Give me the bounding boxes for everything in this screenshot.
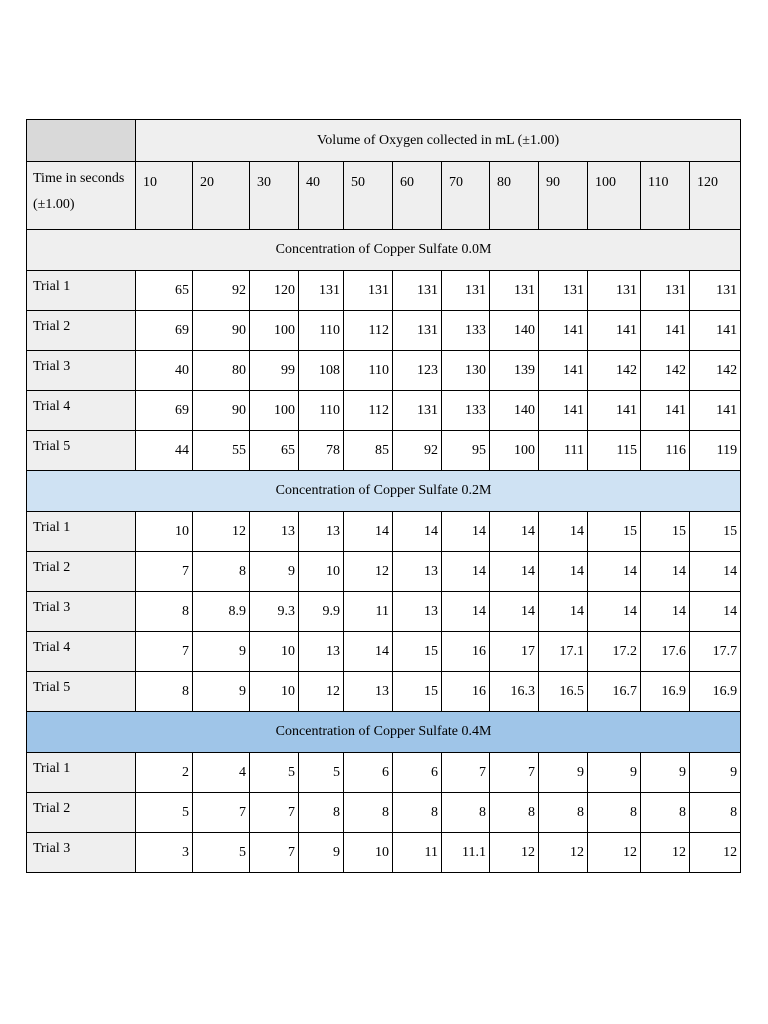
value-cell: 8.9 xyxy=(193,592,250,632)
value-cell: 40 xyxy=(136,351,193,391)
section-row xyxy=(27,712,741,753)
table-row xyxy=(27,753,741,793)
value-cell: 131 xyxy=(344,271,393,311)
time-header-row xyxy=(27,162,741,230)
table-row xyxy=(27,552,741,592)
value-cell: 14 xyxy=(539,552,588,592)
value-cell: 12 xyxy=(344,552,393,592)
value-cell: 142 xyxy=(690,351,741,391)
value-cell: 14 xyxy=(588,592,641,632)
value-cell: 65 xyxy=(250,431,299,471)
time-header: 60 xyxy=(393,162,442,230)
value-cell: 115 xyxy=(588,431,641,471)
value-cell: 8 xyxy=(344,793,393,833)
value-cell: 12 xyxy=(490,833,539,873)
value-cell: 16.9 xyxy=(690,672,741,712)
value-cell: 10 xyxy=(344,833,393,873)
value-cell: 110 xyxy=(344,351,393,391)
value-cell: 16.5 xyxy=(539,672,588,712)
time-header: 40 xyxy=(299,162,344,230)
value-cell: 9 xyxy=(193,672,250,712)
value-cell: 11 xyxy=(344,592,393,632)
value-cell: 8 xyxy=(588,793,641,833)
time-header: 90 xyxy=(539,162,588,230)
value-cell: 8 xyxy=(690,793,741,833)
value-cell: 14 xyxy=(490,552,539,592)
value-cell: 133 xyxy=(442,391,490,431)
value-cell: 9 xyxy=(193,632,250,672)
value-cell: 141 xyxy=(641,311,690,351)
value-cell: 8 xyxy=(442,793,490,833)
value-cell: 13 xyxy=(393,592,442,632)
value-cell: 5 xyxy=(299,753,344,793)
trial-label: Trial 2 xyxy=(27,311,136,351)
value-cell: 6 xyxy=(344,753,393,793)
value-cell: 12 xyxy=(690,833,741,873)
value-cell: 8 xyxy=(641,793,690,833)
trial-label: Trial 5 xyxy=(27,672,136,712)
value-cell: 4 xyxy=(193,753,250,793)
value-cell: 55 xyxy=(193,431,250,471)
value-cell: 13 xyxy=(299,512,344,552)
value-cell: 131 xyxy=(490,271,539,311)
trial-label: Trial 1 xyxy=(27,512,136,552)
value-cell: 90 xyxy=(193,311,250,351)
value-cell: 112 xyxy=(344,391,393,431)
time-header: 70 xyxy=(442,162,490,230)
value-cell: 80 xyxy=(193,351,250,391)
value-cell: 90 xyxy=(193,391,250,431)
value-cell: 12 xyxy=(539,833,588,873)
trial-label: Trial 1 xyxy=(27,271,136,311)
value-cell: 116 xyxy=(641,431,690,471)
trial-label: Trial 3 xyxy=(27,833,136,873)
value-cell: 111 xyxy=(539,431,588,471)
value-cell: 139 xyxy=(490,351,539,391)
table-row xyxy=(27,512,741,552)
value-cell: 16.7 xyxy=(588,672,641,712)
value-cell: 141 xyxy=(539,311,588,351)
value-cell: 14 xyxy=(690,552,741,592)
table-row xyxy=(27,672,741,712)
section-title: Concentration of Copper Sulfate 0.4M xyxy=(27,712,741,753)
data-table xyxy=(26,119,741,873)
value-cell: 141 xyxy=(588,391,641,431)
value-cell: 141 xyxy=(588,311,641,351)
time-header: 110 xyxy=(641,162,690,230)
section-row xyxy=(27,471,741,512)
time-header: 20 xyxy=(193,162,250,230)
value-cell: 17.1 xyxy=(539,632,588,672)
time-header: 100 xyxy=(588,162,641,230)
value-cell: 2 xyxy=(136,753,193,793)
table-title: Volume of Oxygen collected in mL (±1.00) xyxy=(136,120,741,162)
value-cell: 7 xyxy=(250,833,299,873)
trial-label: Trial 4 xyxy=(27,632,136,672)
value-cell: 7 xyxy=(250,793,299,833)
value-cell: 9 xyxy=(299,833,344,873)
value-cell: 95 xyxy=(442,431,490,471)
value-cell: 119 xyxy=(690,431,741,471)
value-cell: 9 xyxy=(539,753,588,793)
time-header: 50 xyxy=(344,162,393,230)
trial-label: Trial 5 xyxy=(27,431,136,471)
value-cell: 11 xyxy=(393,833,442,873)
section-title: Concentration of Copper Sulfate 0.2M xyxy=(27,471,741,512)
value-cell: 15 xyxy=(641,512,690,552)
value-cell: 131 xyxy=(299,271,344,311)
value-cell: 15 xyxy=(588,512,641,552)
value-cell: 110 xyxy=(299,391,344,431)
value-cell: 8 xyxy=(393,793,442,833)
section-row xyxy=(27,230,741,271)
value-cell: 108 xyxy=(299,351,344,391)
value-cell: 13 xyxy=(250,512,299,552)
time-header: 120 xyxy=(690,162,741,230)
value-cell: 142 xyxy=(641,351,690,391)
value-cell: 123 xyxy=(393,351,442,391)
value-cell: 16.9 xyxy=(641,672,690,712)
value-cell: 112 xyxy=(344,311,393,351)
value-cell: 13 xyxy=(393,552,442,592)
value-cell: 141 xyxy=(690,391,741,431)
value-cell: 131 xyxy=(393,391,442,431)
value-cell: 110 xyxy=(299,311,344,351)
table-row xyxy=(27,311,741,351)
value-cell: 14 xyxy=(393,512,442,552)
value-cell: 9 xyxy=(250,552,299,592)
time-header: 10 xyxy=(136,162,193,230)
trial-label: Trial 4 xyxy=(27,391,136,431)
value-cell: 8 xyxy=(490,793,539,833)
value-cell: 140 xyxy=(490,391,539,431)
value-cell: 17.7 xyxy=(690,632,741,672)
value-cell: 69 xyxy=(136,311,193,351)
value-cell: 141 xyxy=(690,311,741,351)
value-cell: 10 xyxy=(136,512,193,552)
trial-label: Trial 3 xyxy=(27,592,136,632)
table-row xyxy=(27,431,741,471)
value-cell: 9 xyxy=(641,753,690,793)
value-cell: 12 xyxy=(588,833,641,873)
value-cell: 9.9 xyxy=(299,592,344,632)
value-cell: 17.2 xyxy=(588,632,641,672)
value-cell: 16 xyxy=(442,672,490,712)
value-cell: 7 xyxy=(136,552,193,592)
trial-label: Trial 2 xyxy=(27,552,136,592)
value-cell: 131 xyxy=(690,271,741,311)
table-row xyxy=(27,391,741,431)
value-cell: 14 xyxy=(588,552,641,592)
table-row xyxy=(27,351,741,391)
value-cell: 10 xyxy=(250,632,299,672)
value-cell: 14 xyxy=(690,592,741,632)
value-cell: 14 xyxy=(490,512,539,552)
value-cell: 133 xyxy=(442,311,490,351)
value-cell: 5 xyxy=(193,833,250,873)
value-cell: 15 xyxy=(393,632,442,672)
table-row xyxy=(27,833,741,873)
value-cell: 131 xyxy=(393,271,442,311)
value-cell: 92 xyxy=(393,431,442,471)
trial-label: Trial 1 xyxy=(27,753,136,793)
value-cell: 5 xyxy=(250,753,299,793)
value-cell: 14 xyxy=(539,512,588,552)
value-cell: 8 xyxy=(136,672,193,712)
value-cell: 15 xyxy=(393,672,442,712)
value-cell: 3 xyxy=(136,833,193,873)
value-cell: 7 xyxy=(193,793,250,833)
table-row xyxy=(27,592,741,632)
value-cell: 14 xyxy=(344,632,393,672)
value-cell: 44 xyxy=(136,431,193,471)
time-header: 30 xyxy=(250,162,299,230)
value-cell: 12 xyxy=(299,672,344,712)
value-cell: 99 xyxy=(250,351,299,391)
time-label: Time in seconds (±1.00) xyxy=(27,162,136,230)
value-cell: 13 xyxy=(344,672,393,712)
value-cell: 100 xyxy=(490,431,539,471)
value-cell: 69 xyxy=(136,391,193,431)
value-cell: 141 xyxy=(539,351,588,391)
value-cell: 120 xyxy=(250,271,299,311)
value-cell: 6 xyxy=(393,753,442,793)
value-cell: 14 xyxy=(442,592,490,632)
value-cell: 100 xyxy=(250,391,299,431)
value-cell: 78 xyxy=(299,431,344,471)
corner-cell xyxy=(27,120,136,162)
value-cell: 8 xyxy=(136,592,193,632)
value-cell: 14 xyxy=(641,592,690,632)
table-row xyxy=(27,271,741,311)
value-cell: 16 xyxy=(442,632,490,672)
value-cell: 8 xyxy=(193,552,250,592)
trial-label: Trial 3 xyxy=(27,351,136,391)
value-cell: 141 xyxy=(641,391,690,431)
value-cell: 9.3 xyxy=(250,592,299,632)
time-header: 80 xyxy=(490,162,539,230)
value-cell: 14 xyxy=(490,592,539,632)
value-cell: 141 xyxy=(539,391,588,431)
value-cell: 100 xyxy=(250,311,299,351)
value-cell: 8 xyxy=(299,793,344,833)
value-cell: 65 xyxy=(136,271,193,311)
value-cell: 14 xyxy=(344,512,393,552)
value-cell: 130 xyxy=(442,351,490,391)
title-row xyxy=(27,120,741,162)
value-cell: 17.6 xyxy=(641,632,690,672)
value-cell: 17 xyxy=(490,632,539,672)
value-cell: 7 xyxy=(136,632,193,672)
value-cell: 13 xyxy=(299,632,344,672)
value-cell: 131 xyxy=(539,271,588,311)
value-cell: 7 xyxy=(490,753,539,793)
value-cell: 142 xyxy=(588,351,641,391)
value-cell: 7 xyxy=(442,753,490,793)
value-cell: 10 xyxy=(299,552,344,592)
value-cell: 14 xyxy=(442,512,490,552)
section-title: Concentration of Copper Sulfate 0.0M xyxy=(27,230,741,271)
value-cell: 8 xyxy=(539,793,588,833)
value-cell: 92 xyxy=(193,271,250,311)
trial-label: Trial 2 xyxy=(27,793,136,833)
value-cell: 12 xyxy=(193,512,250,552)
value-cell: 10 xyxy=(250,672,299,712)
value-cell: 5 xyxy=(136,793,193,833)
table-row xyxy=(27,793,741,833)
value-cell: 12 xyxy=(641,833,690,873)
value-cell: 9 xyxy=(690,753,741,793)
value-cell: 15 xyxy=(690,512,741,552)
value-cell: 131 xyxy=(588,271,641,311)
table-row xyxy=(27,632,741,672)
value-cell: 131 xyxy=(393,311,442,351)
value-cell: 131 xyxy=(442,271,490,311)
value-cell: 131 xyxy=(641,271,690,311)
value-cell: 140 xyxy=(490,311,539,351)
value-cell: 11.1 xyxy=(442,833,490,873)
value-cell: 16.3 xyxy=(490,672,539,712)
value-cell: 14 xyxy=(539,592,588,632)
value-cell: 14 xyxy=(641,552,690,592)
value-cell: 9 xyxy=(588,753,641,793)
value-cell: 85 xyxy=(344,431,393,471)
value-cell: 14 xyxy=(442,552,490,592)
